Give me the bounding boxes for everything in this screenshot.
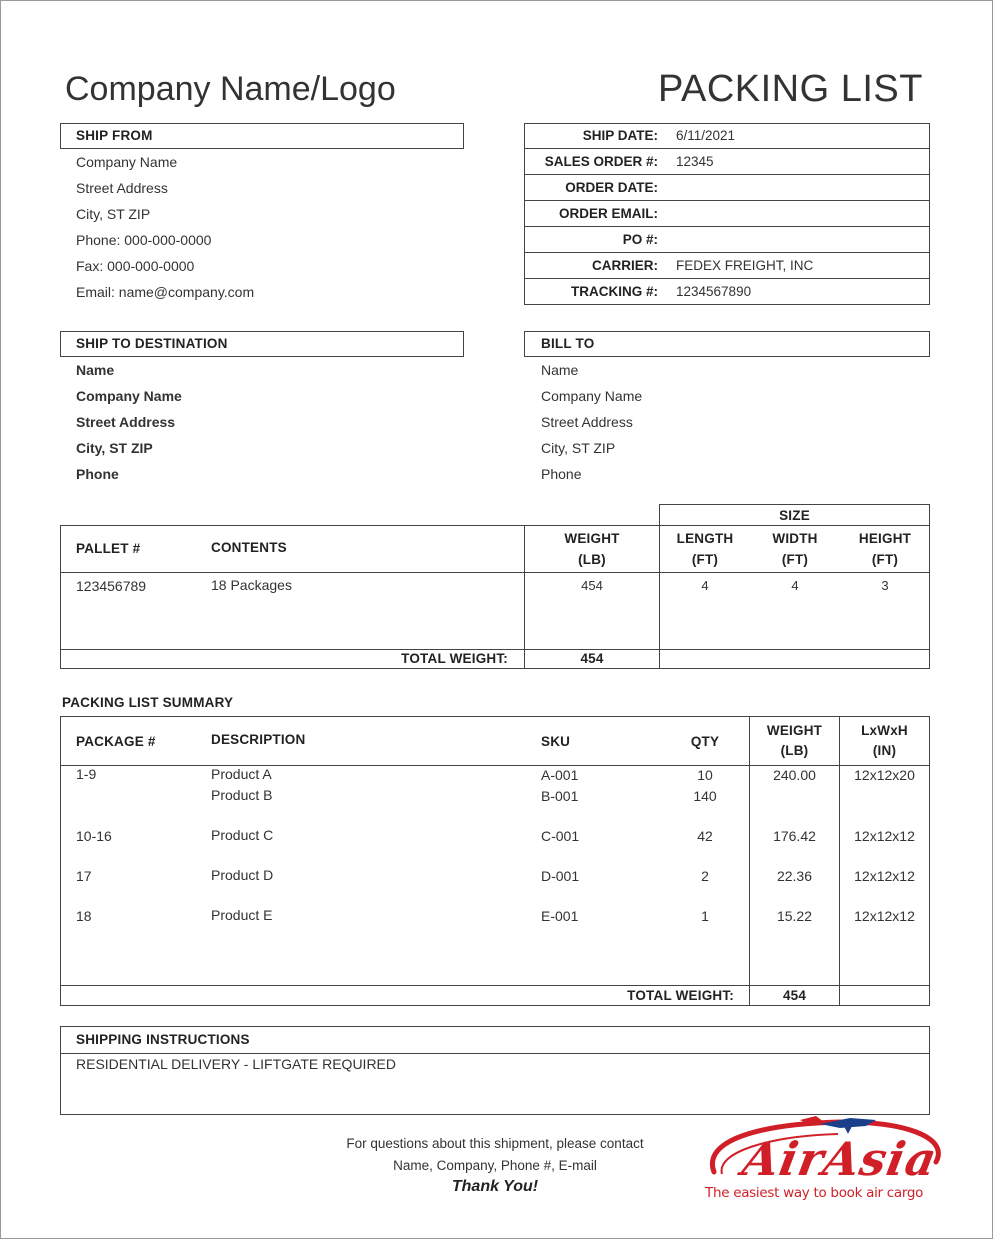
summary-total-label: TOTAL WEIGHT: — [627, 988, 734, 1003]
weight-col-unit: (LB) — [578, 552, 606, 567]
item-dims: 12x12x12 — [854, 868, 915, 884]
ship-to-line: Street Address — [76, 414, 176, 430]
bill-to-line: Company Name — [541, 388, 643, 404]
ship-from-line: Company Name — [76, 154, 178, 170]
ship-date-row — [524, 123, 930, 149]
footer-line-1: For questions about this shipment, please contact — [346, 1136, 644, 1151]
summary-total-value: 454 — [782, 988, 807, 1003]
airasia-logo — [700, 1110, 960, 1205]
ship-to-line: Phone — [76, 466, 119, 482]
item-weight: 22.36 — [776, 868, 813, 884]
qty-col-header: QTY — [690, 734, 720, 749]
weight-col-header: WEIGHT — [564, 531, 620, 546]
bill-to-label: BILL TO — [541, 336, 595, 351]
item-weight: 176.42 — [773, 828, 816, 844]
ship-from-line: City, ST ZIP — [76, 206, 151, 222]
bill-to-line: Phone — [541, 466, 582, 482]
item-qty: 140 — [693, 788, 717, 804]
item-dims: 12x12x12 — [854, 828, 915, 844]
package-col-header: PACKAGE # — [76, 734, 156, 749]
item-description: Product C — [211, 827, 274, 843]
thank-you: Thank You! — [451, 1178, 539, 1195]
tracking-value: 1234567890 — [676, 284, 752, 299]
package-number: 1-9 — [76, 766, 97, 782]
description-col-header: DESCRIPTION — [211, 732, 306, 747]
bill-to-line: Name — [541, 362, 579, 378]
ship-from-line: Street Address — [76, 180, 168, 196]
tracking-row — [524, 279, 930, 305]
order-email-row — [524, 201, 930, 227]
sales-order-label: SALES ORDER #: — [544, 154, 658, 169]
package-number: 17 — [76, 868, 92, 884]
brand-tagline: The easiest way to book air cargo — [705, 1185, 924, 1201]
sku-col-header: SKU — [541, 734, 571, 749]
ship-to-line: Name — [76, 362, 115, 378]
item-dims: 12x12x12 — [854, 908, 915, 924]
ship-date-value: 6/11/2021 — [676, 128, 736, 143]
item-dims: 12x12x20 — [854, 767, 915, 783]
ship-to-line: Company Name — [76, 388, 182, 404]
po-row — [524, 227, 930, 253]
document-title: PACKING LIST — [657, 68, 923, 110]
height-col-unit: (FT) — [871, 552, 899, 567]
width-col-header: WIDTH — [772, 531, 818, 546]
carrier-row — [524, 253, 930, 279]
pallet-col-rule — [524, 525, 525, 669]
summary-weight-header: WEIGHT — [766, 723, 823, 738]
order-email-label: ORDER EMAIL: — [559, 206, 658, 221]
bill-to-line: Street Address — [541, 414, 633, 430]
pallet-length: 4 — [701, 578, 709, 593]
package-number: 18 — [76, 908, 92, 924]
summary-title: PACKING LIST SUMMARY — [62, 695, 234, 710]
ship-from-line: Fax: 000-000-0000 — [76, 258, 195, 274]
item-qty: 1 — [701, 908, 709, 924]
instructions-header: SHIPPING INSTRUCTIONS — [76, 1032, 250, 1047]
size-header-cell — [659, 504, 930, 526]
width-col-unit: (FT) — [781, 552, 809, 567]
ship-to-header — [60, 331, 464, 357]
sales-order-value: 12345 — [676, 154, 714, 169]
summary-table-box — [60, 716, 930, 1006]
item-qty: 42 — [697, 828, 713, 844]
bill-to-line: City, ST ZIP — [541, 440, 616, 456]
instructions-text: RESIDENTIAL DELIVERY - LIFTGATE REQUIRED — [76, 1056, 396, 1072]
ship-to-line: City, ST ZIP — [76, 440, 153, 456]
height-col-header: HEIGHT — [858, 531, 912, 546]
item-sku: A-001 — [541, 767, 579, 783]
instructions-header-rule — [60, 1053, 930, 1054]
order-date-row — [524, 175, 930, 201]
footer-line-2: Name, Company, Phone #, E-mail — [393, 1158, 597, 1173]
carrier-value: FEDEX FREIGHT, INC — [676, 258, 814, 273]
item-description: Product D — [211, 867, 274, 883]
ship-to-label: SHIP TO DESTINATION — [76, 336, 228, 351]
pallet-header-rule — [60, 572, 930, 573]
pallet-total-value: 454 — [580, 651, 604, 666]
tracking-label: TRACKING #: — [571, 284, 658, 299]
dims-col-unit: (IN) — [872, 743, 897, 758]
item-qty: 2 — [701, 868, 709, 884]
item-weight: 240.00 — [773, 767, 816, 783]
contents-col-header: CONTENTS — [211, 540, 287, 555]
po-label: PO #: — [622, 232, 658, 247]
item-weight: 15.22 — [776, 908, 813, 924]
size-header: SIZE — [779, 508, 810, 523]
length-col-header: LENGTH — [676, 531, 734, 546]
summary-header-rule — [60, 765, 930, 766]
ship-from-line: Email: name@company.com — [76, 284, 255, 300]
bill-to-header — [524, 331, 930, 357]
carrier-label: CARRIER: — [592, 258, 658, 273]
company-name-logo: Company Name/Logo — [65, 70, 396, 108]
summary-weight-unit: (LB) — [780, 743, 809, 758]
order-date-label: ORDER DATE: — [565, 180, 658, 195]
item-sku: D-001 — [541, 868, 580, 884]
item-sku: C-001 — [541, 828, 580, 844]
item-qty: 10 — [697, 767, 713, 783]
pallet-width: 4 — [791, 578, 799, 593]
ship-from-header — [60, 123, 464, 149]
length-col-unit: (FT) — [691, 552, 719, 567]
pallet-col-header: PALLET # — [76, 541, 141, 556]
item-description: Product A — [211, 766, 272, 782]
sales-order-row — [524, 149, 930, 175]
package-number: 10-16 — [76, 828, 112, 844]
ship-from-line: Phone: 000-000-0000 — [76, 232, 212, 248]
pallet-height: 3 — [881, 578, 889, 593]
brand-name: AirAsia — [738, 1132, 942, 1186]
footer-contact — [300, 1136, 690, 1196]
summary-total-rule — [60, 985, 930, 986]
item-sku: B-001 — [541, 788, 579, 804]
pallet-number: 123456789 — [76, 578, 147, 594]
item-description: Product B — [211, 787, 273, 803]
ship-date-label: SHIP DATE: — [582, 128, 658, 143]
pallet-total-rule — [60, 649, 930, 650]
ship-from-label: SHIP FROM — [76, 128, 153, 143]
item-sku: E-001 — [541, 908, 579, 924]
dims-col-header: LxWxH — [861, 723, 908, 738]
summary-col-rule — [839, 716, 840, 1006]
pallet-contents: 18 Packages — [211, 577, 292, 593]
summary-col-rule — [749, 716, 750, 1006]
pallet-table-box — [60, 525, 930, 669]
item-description: Product E — [211, 907, 273, 923]
pallet-total-label: TOTAL WEIGHT: — [401, 651, 508, 666]
pallet-weight: 454 — [581, 578, 603, 593]
